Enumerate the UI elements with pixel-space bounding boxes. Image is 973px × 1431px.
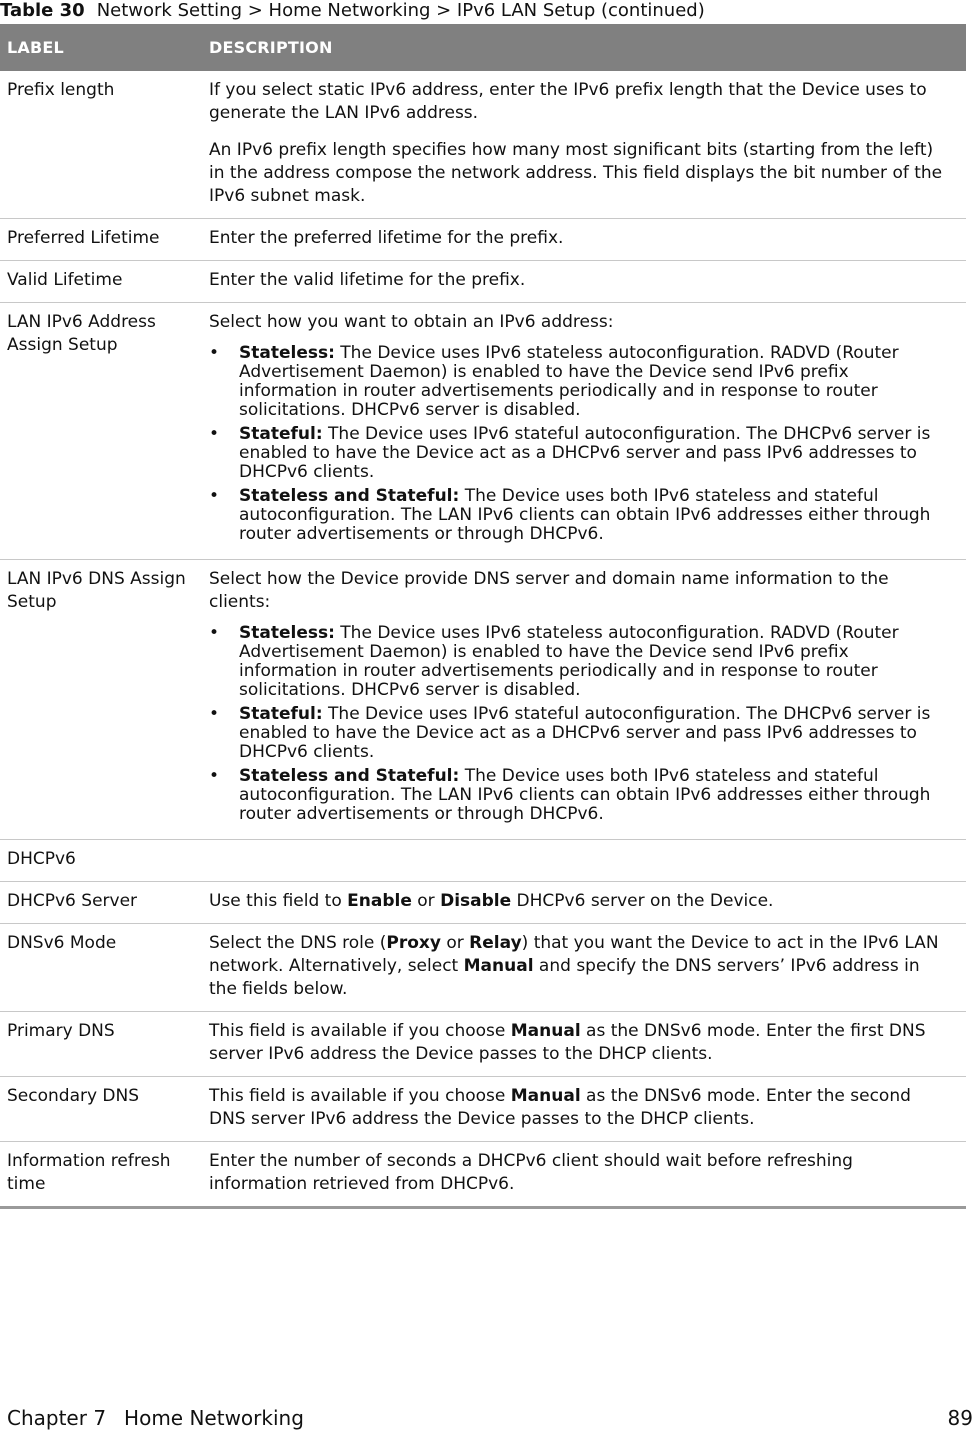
table-row [0, 1012, 966, 1077]
table-row [0, 1142, 966, 1208]
list-item [209, 767, 946, 824]
row-label: Primary DNS [0, 1012, 203, 1077]
table-row [0, 882, 966, 924]
row-description [203, 71, 966, 219]
description-paragraph: Enter the preferred lifetime for the prefix. [209, 228, 564, 248]
footer-section: Home Networking [124, 1406, 304, 1430]
table-caption [0, 0, 705, 22]
row-description [203, 303, 966, 560]
text-run: as the DNSv6 mode. Enter the second DNS server IPv6 address the Device passes to the DHCP clients. [209, 1086, 911, 1129]
table-row [0, 71, 966, 219]
text-run: DHCPv6 server on the Device. [511, 891, 774, 911]
row-description [203, 560, 966, 840]
text-run: or [440, 933, 470, 953]
table-title: Network Setting > Home Networking > IPv6 LAN Setup (continued) [96, 0, 705, 21]
row-label: LAN IPv6 DNS Assign Setup [0, 560, 203, 840]
table-row [0, 1077, 966, 1142]
table-row [0, 303, 966, 560]
bullet-icon: • [209, 704, 220, 724]
page-footer [7, 1405, 973, 1431]
text-run: Select the DNS role ( [209, 933, 387, 953]
option-name: Proxy [386, 933, 441, 953]
description-intro: Select how you want to obtain an IPv6 address: [209, 312, 614, 332]
option-list [209, 344, 946, 544]
row-label: Prefix length [0, 71, 203, 219]
list-item [209, 487, 946, 544]
description-paragraph [209, 1020, 946, 1066]
option-name: Relay [469, 933, 522, 953]
list-item [209, 705, 946, 762]
page-number: 89 [947, 1406, 973, 1430]
bullet-icon: • [209, 343, 220, 363]
table-number: Table 30 [0, 0, 85, 21]
option-text: The Device uses IPv6 stateless autoconfiguration. RADVD (Router Advertisement Daemon) is enabled to have the Device send IPv6 prefix information in router advertisements periodically and in response to router solicitations. DHCPv6 server is disabled. [239, 623, 899, 700]
bullet-icon: • [209, 623, 220, 643]
row-label: DHCPv6 Server [0, 882, 203, 924]
row-description [203, 1012, 966, 1077]
row-description [203, 219, 966, 261]
option-name: Disable [440, 891, 512, 911]
row-label: Information refresh time [0, 1142, 203, 1208]
option-term: Stateful: [239, 424, 323, 444]
text-run: This field is available if you choose [209, 1086, 511, 1106]
option-text: The Device uses IPv6 stateless autoconfiguration. RADVD (Router Advertisement Daemon) is enabled to have the Device send IPv6 prefix information in router advertisements periodically and in response to router solicitations. DHCPv6 server is disabled. [239, 343, 899, 420]
row-label: Preferred Lifetime [0, 219, 203, 261]
text-run: This field is available if you choose [209, 1021, 511, 1041]
row-label: DNSv6 Mode [0, 924, 203, 1012]
option-name: Manual [510, 1021, 581, 1041]
text-run: or [411, 891, 441, 911]
row-description [203, 924, 966, 1012]
row-label: LAN IPv6 Address Assign Setup [0, 303, 203, 560]
description-intro: Select how the Device provide DNS server and domain name information to the clients: [209, 569, 889, 612]
option-term: Stateless: [239, 623, 335, 643]
description-paragraph: Enter the valid lifetime for the prefix. [209, 270, 526, 290]
table-header-row [0, 24, 966, 71]
option-term: Stateless and Stateful: [239, 766, 460, 786]
list-item [209, 425, 946, 482]
row-description [203, 1142, 966, 1208]
table-row [0, 219, 966, 261]
text-run: as the DNSv6 mode. Enter the first DNS server IPv6 address the Device passes to the DHCP clients. [209, 1021, 926, 1064]
row-label: Secondary DNS [0, 1077, 203, 1142]
option-name: Manual [463, 956, 534, 976]
option-list [209, 624, 946, 824]
row-description [203, 261, 966, 303]
row-label: DHCPv6 [0, 840, 203, 882]
option-name: Enable [347, 891, 412, 911]
description-paragraph: If you select static IPv6 address, enter the IPv6 prefix length that the Device uses to generate the LAN IPv6 address. [209, 80, 927, 123]
table-row [0, 924, 966, 1012]
header-label: LABEL [0, 24, 203, 71]
table-body [0, 71, 966, 1208]
option-name: Manual [510, 1086, 581, 1106]
option-text: The Device uses both IPv6 stateless and stateful autoconfiguration. The LAN IPv6 clients can obtain IPv6 addresses either through router advertisements or through DHCPv6. [239, 766, 931, 824]
table-row [0, 560, 966, 840]
option-term: Stateless and Stateful: [239, 486, 460, 506]
row-description [203, 840, 966, 882]
description-paragraph [209, 1085, 946, 1131]
description-paragraph: An IPv6 prefix length specifies how many most significant bits (starting from the left) in the address compose the network address. This field displays the bit number of the IPv6 subnet mask. [209, 140, 943, 206]
description-paragraph: Enter the number of seconds a DHCPv6 client should wait before refreshing information retrieved from DHCPv6. [209, 1151, 853, 1194]
bullet-icon: • [209, 424, 220, 444]
option-text: The Device uses both IPv6 stateless and stateful autoconfiguration. The LAN IPv6 clients can obtain IPv6 addresses either through router advertisements or through DHCPv6. [239, 486, 931, 544]
header-description: DESCRIPTION [203, 24, 966, 71]
description-table [0, 24, 966, 1209]
row-description [203, 882, 966, 924]
list-item [209, 344, 946, 420]
table-row [0, 261, 966, 303]
text-run: Use this field to [209, 891, 348, 911]
list-item [209, 624, 946, 700]
text-run: ) that you want the Device to act in the IPv6 LAN network. Alternatively, select [209, 933, 939, 976]
option-text: The Device uses IPv6 stateful autoconfiguration. The DHCPv6 server is enabled to have the Device act as a DHCPv6 server and pass IPv6 addresses to DHCPv6 clients. [239, 704, 931, 762]
bullet-icon: • [209, 766, 220, 786]
option-term: Stateful: [239, 704, 323, 724]
text-run: and specify the DNS servers’ IPv6 address in the fields below. [209, 956, 920, 999]
table-row [0, 840, 966, 882]
row-label: Valid Lifetime [0, 261, 203, 303]
option-text: The Device uses IPv6 stateful autoconfiguration. The DHCPv6 server is enabled to have the Device act as a DHCPv6 server and pass IPv6 addresses to DHCPv6 clients. [239, 424, 931, 482]
footer-chapter: Chapter 7 [7, 1406, 107, 1430]
bullet-icon: • [209, 486, 220, 506]
row-description [203, 1077, 966, 1142]
description-paragraph [209, 890, 946, 913]
option-term: Stateless: [239, 343, 335, 363]
description-paragraph [209, 932, 946, 1001]
